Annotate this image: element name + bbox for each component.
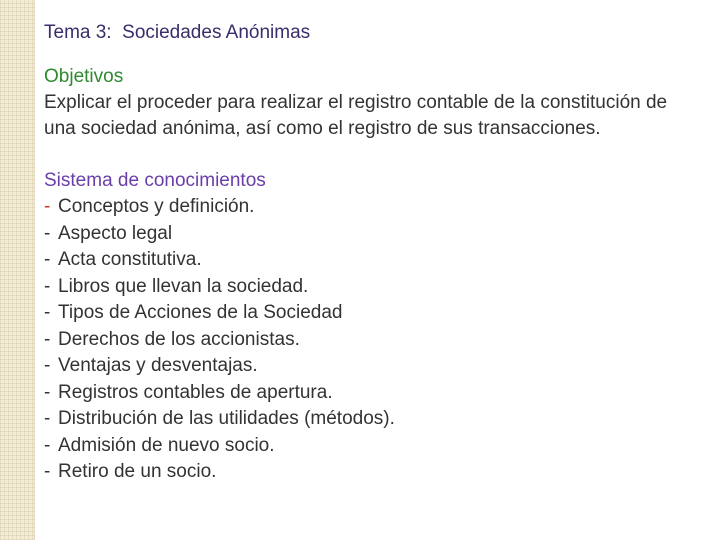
dash-bullet: - (44, 408, 51, 429)
dash-bullet: - (44, 461, 51, 482)
list-item-label: Aspecto legal (58, 222, 173, 244)
sistema-heading: Sistema de conocimientos (44, 170, 266, 191)
objetivos-text: Explicar el proceder para realizar el registro contable de la constitución de una sociedad anónima, así como el registro de sus transacciones. (44, 92, 668, 139)
knowledge-list (44, 194, 694, 486)
list-item (44, 353, 694, 380)
list-item (44, 380, 694, 407)
list-item-label: Admisión de nuevo socio. (58, 434, 275, 456)
list-item (44, 459, 694, 486)
dash-bullet: - (44, 275, 51, 297)
dash-bullet: - (44, 434, 51, 456)
list-item-label: Derechos de los accionistas. (58, 328, 300, 350)
list-item-label: Ventajas y desventajas. (58, 355, 258, 376)
list-item (44, 247, 694, 274)
list-item (44, 194, 694, 221)
list-item-label: Registros contables de apertura. (58, 381, 333, 403)
dash-bullet: - (44, 381, 51, 403)
list-item-label: Conceptos y definición. (58, 196, 255, 217)
list-item (44, 274, 694, 301)
dash-bullet: - (44, 355, 51, 376)
list-item (44, 300, 694, 327)
list-item (44, 406, 694, 433)
dash-bullet: - (44, 328, 51, 350)
list-item-label: Tipos de Acciones de la Sociedad (58, 302, 343, 323)
list-item (44, 433, 694, 460)
list-item-label: Libros que llevan la sociedad. (58, 275, 309, 297)
dash-bullet: - (44, 249, 51, 270)
dash-bullet: - (44, 196, 51, 217)
slide-content (44, 18, 694, 486)
dash-bullet: - (44, 302, 51, 323)
list-item-label: Distribución de las utilidades (métodos). (58, 408, 395, 429)
dash-bullet: - (44, 222, 51, 244)
decorative-left-band (0, 0, 35, 540)
list-item-label: Retiro de un socio. (58, 461, 217, 482)
objetivos-heading: Objetivos (44, 66, 124, 87)
list-item-label: Acta constitutiva. (58, 249, 202, 270)
list-item (44, 327, 694, 354)
list-item (44, 221, 694, 248)
slide-title: Tema 3: Sociedades Anónimas (44, 22, 311, 43)
